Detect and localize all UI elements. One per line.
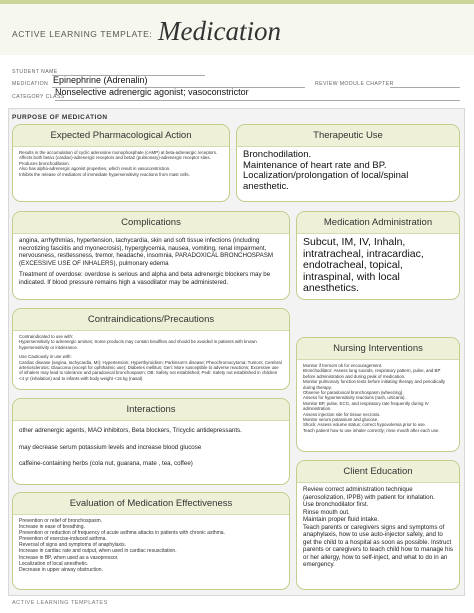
contraindications-box <box>12 308 290 390</box>
nursing-line: Shock: Assess volume status; correct hypovolemia prior to use. <box>303 422 426 428</box>
evaluation-line: Increase in BP, when used as a vasopressor. <box>19 554 119 561</box>
contraindications-line: Contraindicated to use with: <box>19 334 74 339</box>
medication-value: Epinephrine (Adrenalin) <box>53 75 148 85</box>
expected-action-line: Results in the accumulation of cyclic adenosine monophosphate (cAMP) at beta-adrenergic receptors. <box>19 150 218 155</box>
complications-box <box>12 211 290 300</box>
expected-action-line: Affects both beta1 (cardiac)-adrenergic receptors and beta2 (pulmonary)-adrenergic receptor sites. <box>19 155 211 161</box>
evaluation-line: Increase in ease of breathing. <box>19 524 85 531</box>
review-chapter-label: REVIEW MODULE CHAPTER <box>315 81 394 87</box>
footer-label: ACTIVE LEARNING TEMPLATES <box>12 600 108 606</box>
evaluation-title: Evaluation of Medication Effectiveness <box>13 493 289 515</box>
template-label: ACTIVE LEARNING TEMPLATE: <box>12 29 153 39</box>
interactions-title: Interactions <box>13 399 289 421</box>
interactions-line: may decrease serum potassium levels and increase blood glucose <box>19 443 202 451</box>
administration-box <box>296 211 460 300</box>
expected-action-line: Produces bronchodilation. <box>19 160 70 166</box>
administration-text: Subcut, IM, IV, Inhaln, intratracheal, intracardiac, endotracheal, topical, intraspinal, with local anesthetics. <box>303 236 424 295</box>
evaluation-box <box>12 492 290 590</box>
administration-title: Medication Administration <box>297 212 459 234</box>
overdose-text: Treatment of overdose: overdose is serious and alpha and beta adrenergic blockers may be indicated. If blood pressure remains high a vasodilator may be administered. <box>19 271 271 286</box>
nursing-line: Monitor pulmonary function tests before initiating therapy and periodically during therapy. <box>303 379 446 390</box>
therapeutic-use-line: Localization/prolongation of local/spinal anesthetic. <box>243 170 409 192</box>
contraindications-title: Contraindications/Precautions <box>13 309 289 331</box>
nursing-line: Assess for hypersensitivity reactions (rash, urticaria). <box>303 395 406 401</box>
expected-action-title: Expected Pharmacological Action <box>13 125 229 147</box>
category-class-value: Nonselective adrenergic agonist; vasoconstrictor <box>55 87 249 97</box>
evaluation-line: Prevention or relief of bronchospasm. <box>19 518 103 524</box>
evaluation-line: Decrease in upper airway obstruction. <box>19 566 103 573</box>
evaluation-line: Reversal of signs and symptoms of anaphylaxis. <box>19 542 126 549</box>
complications-title: Complications <box>13 212 289 234</box>
expected-action-line: Inhibits the release of mediators of immediate hypersensitivity reactions from mast cells. <box>19 171 190 177</box>
nursing-title: Nursing Interventions <box>297 338 459 360</box>
education-line: Rinse mouth out. <box>303 508 350 516</box>
therapeutic-use-line: Maintenance of heart rate and BP. <box>243 159 387 171</box>
interactions-box <box>12 398 290 485</box>
evaluation-line: Prevention of exercise-induced asthma. <box>19 536 107 543</box>
education-line: Maintain proper fluid intake. <box>303 516 380 523</box>
contraindications-line: Use Cautiously in use with: <box>19 354 72 360</box>
interactions-line: other adrenergic agents, MAO inhibitors, Beta blockers, Tricyclic antidepressants. <box>19 427 242 434</box>
medication-label: MEDICATION <box>12 81 49 87</box>
student-name-label: STUDENT NAME <box>12 69 58 75</box>
nursing-line: Monitor if tremors ok for encouragement. <box>303 363 383 368</box>
expected-action-line: Also has alpha-adrenergic agonist properties, which result in vasoconstriction. <box>19 166 171 172</box>
education-line: Use bronchodilator first. <box>303 501 369 508</box>
complications-text: angina, arrhythmias, hypertension, tachycardia, skin and soft tissue infections (including necrotizing fasciitis and myonecrosis), hyperglycemia, nausea, vomiting, renal impairment, nervousness, restlessness, tremor, headache, insomnia, PARADOXICAL BRONCHOSPASM (EXCESSIVE USE OF INHALERS), pulmonary edema <box>19 237 274 267</box>
therapeutic-use-line: Bronchodilation. <box>243 149 312 160</box>
evaluation-line: Increase in cardiac rate and output, when used in cardiac resuscitation. <box>19 548 177 555</box>
contraindications-line: Hypersensitivity to adrenergic amines; Some products may contain bisulfites and should be avoided in patients with known hypersensitivity or intolerance. <box>19 339 257 350</box>
nursing-box <box>296 337 460 452</box>
review-chapter-line <box>390 87 460 88</box>
interactions-line: caffeine-containing herbs (cola nut, guarana, mate , tea, coffee) <box>19 460 193 467</box>
nursing-line: Observe for paradoxical bronchospasm (wheezing). <box>303 390 404 396</box>
education-box <box>296 460 460 590</box>
nursing-line: Assess injection site for tissue necrosis. <box>303 411 381 417</box>
evaluation-line: Localization of local anesthetic. <box>19 560 89 567</box>
purpose-heading: PURPOSE OF MEDICATION <box>12 114 108 121</box>
nursing-line: Monitor serum potassium and glucose. <box>303 417 379 423</box>
category-class-label: CATEGORY CLASS <box>12 94 65 100</box>
nursing-line: Teach patient how to use inhaler correctly; rinse mouth after each use. <box>303 427 440 433</box>
education-line: Teach parents or caregivers signs and symptoms of anaphylaxis, how to use auto-injector safely, and to get the child to a hospital as soon as possible. Instruct parents or caregivers to teach child how to manage his or her allergy, how to self-inject, and what to do in an emergency. <box>303 523 453 568</box>
nursing-line: Bronchodilator: Assess lung sounds, respiratory pattern, pulse, and BP before administration and during peak of medication. <box>303 368 441 379</box>
contraindications-line: Cardiac disease (angina, tachycardia, MI); Hypertension; Hyperthyroidism; Parkinson's disease; Pheochromocytoma; Tumors; Cerebral arteriosclerosis; Glaucoma (except for ophthalmic use); Diabetes mellitus; Geri: More susceptible to adverse reactions; Excessive use of inhalers may lead to tolerance and paradoxical bronchospasm; OB: Safety not established; Pedi: Safety not established in children <4 yr (inhalation) and to infants with body weight <15 kg (nasal). <box>19 359 282 381</box>
nursing-line: Monitor BP, pulse, ECG, and respiratory rate frequently during IV administration. <box>303 400 429 412</box>
therapeutic-use-title: Therapeutic Use <box>237 125 459 147</box>
template-title: Medication <box>158 16 281 46</box>
evaluation-line: Prevention or reduction of frequency of acute asthma attacks in patients with chronic asthma. <box>19 530 225 537</box>
therapeutic-use-box <box>236 124 460 202</box>
education-line: Review correct administration technique (aerosolization, IPPB) with patient for inhalation. <box>303 486 435 501</box>
education-title: Client Education <box>297 461 459 483</box>
expected-action-box <box>12 124 230 202</box>
category-class-line <box>55 100 460 101</box>
